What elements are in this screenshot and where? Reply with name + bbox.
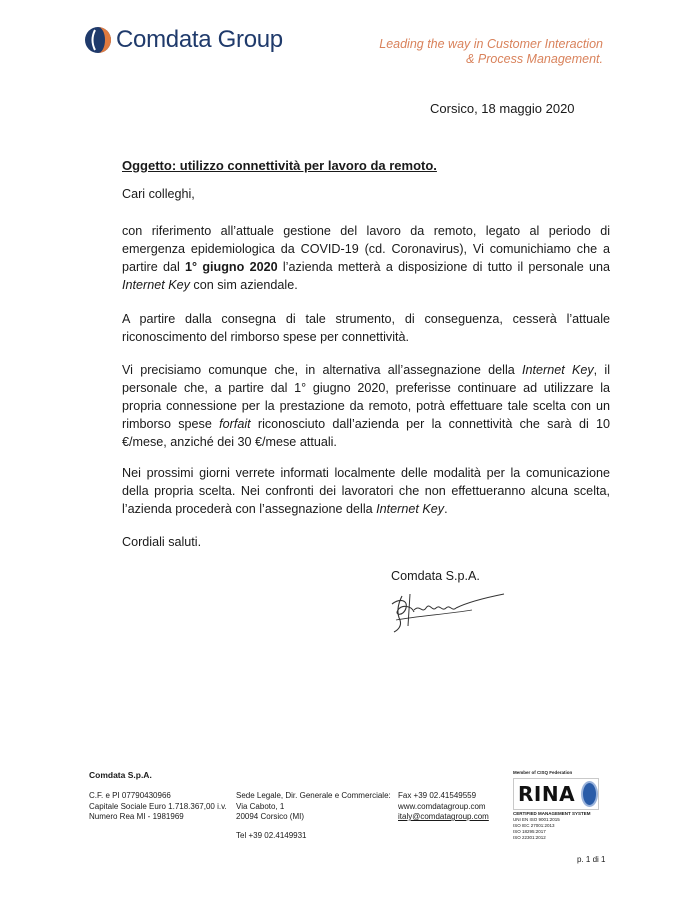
letter-closing: Cordiali saluti. bbox=[122, 535, 202, 549]
footer-col-address bbox=[236, 791, 391, 841]
letter-greeting: Cari colleghi, bbox=[122, 187, 195, 201]
p1-text-a: con riferimento all’attuale gestione del lavoro da remoto, legato al periodo di emergenza epidemiologica da COVID-19 (cd. Coronavirus), Vi comunichiamo che a partire dal bbox=[122, 224, 610, 274]
signatory-company: Comdata S.p.A. bbox=[391, 569, 480, 583]
paragraph-4 bbox=[122, 464, 610, 518]
p3-forfait: forfait bbox=[219, 417, 251, 431]
p1-text-b: l’azienda metterà a disposizione di tutto il personale una bbox=[277, 260, 610, 274]
footer-capital: Capitale Sociale Euro 1.718.367,00 i.v. bbox=[89, 801, 227, 811]
p1-internet-key: Internet Key bbox=[122, 278, 190, 292]
logo-text: Comdata Group bbox=[116, 26, 283, 53]
footer-vat: C.F. e PI 07790430966 bbox=[89, 791, 171, 800]
footer-headquarters: Sede Legale, Dir. Generale e Commerciale: bbox=[236, 791, 391, 800]
tagline-line-1: Leading the way in Customer Interaction bbox=[379, 37, 603, 51]
letter-date: Corsico, 18 maggio 2020 bbox=[430, 101, 575, 116]
paragraph-3 bbox=[122, 361, 610, 451]
p2-text: A partire dalla consegna di tale strumento, di conseguenza, cesserà l’attuale riconoscimento del rimborso spese per connettività. bbox=[122, 312, 610, 344]
p3-internet-key: Internet Key bbox=[522, 363, 594, 377]
tagline-line-2: & Process Management. bbox=[466, 52, 603, 66]
p3-text-a: Vi precisiamo comunque che, in alternativa all’assegnazione della bbox=[122, 363, 523, 377]
footer-company-name: Comdata S.p.A. bbox=[89, 770, 152, 780]
cert-standard: ISO 22301:2012 bbox=[513, 835, 546, 840]
comdata-swirl-icon bbox=[84, 26, 112, 54]
p1-text-c: con sim aziendale. bbox=[189, 278, 298, 292]
cert-system-label: CERTIFIED MANAGEMENT SYSTEM bbox=[513, 811, 591, 816]
cert-standard: UNI EN ISO 9001:2015 bbox=[513, 817, 560, 822]
cert-standard: ISO 18295:2017 bbox=[513, 829, 546, 834]
cert-member-text: Member of CISQ Federation bbox=[513, 770, 573, 775]
footer-phone: Tel +39 02.4149931 bbox=[236, 830, 307, 840]
page-number: p. 1 di 1 bbox=[577, 855, 606, 864]
p4-text-a: Nei prossimi giorni verrete informati localmente delle modalità per la comunicazione della propria scelta. Nei confronti dei lavoratori che non effettueranno alcuna scelta, l’azienda procederà con l’assegnazione della bbox=[122, 466, 610, 516]
cert-logo-box bbox=[513, 778, 599, 810]
footer-city: 20094 Corsico (MI) bbox=[236, 812, 305, 821]
footer-fax: Fax +39 02.41549559 bbox=[398, 791, 477, 800]
footer-rea: Numero Rea MI - 1981969 bbox=[89, 812, 184, 821]
letter-subject: Oggetto: utilizzo connettività per lavoro da remoto. bbox=[122, 158, 437, 173]
handwritten-signature bbox=[388, 586, 508, 634]
company-logo bbox=[84, 26, 283, 54]
cert-standard: ISO IEC 27001:2013 bbox=[513, 823, 555, 828]
paragraph-1 bbox=[122, 222, 610, 294]
p1-date-bold: 1° giugno 2020 bbox=[185, 260, 278, 274]
footer-col-contacts bbox=[398, 791, 489, 823]
p4-text-b: . bbox=[444, 502, 448, 516]
footer-website-link[interactable]: www.comdatagroup.com bbox=[398, 801, 486, 811]
footer-street: Via Caboto, 1 bbox=[236, 801, 285, 811]
iqnet-seal-icon bbox=[581, 781, 598, 807]
p4-internet-key: Internet Key bbox=[376, 502, 445, 516]
paragraph-2 bbox=[122, 310, 610, 346]
certification-badge bbox=[513, 770, 599, 841]
footer-col-fiscal bbox=[89, 791, 227, 823]
footer-email-link[interactable]: italy@comdatagroup.com bbox=[398, 812, 489, 821]
company-tagline bbox=[379, 37, 603, 67]
p3-text-c: riconosciuto dall’azienda per la connettività che sarà di 10 €/mese, anziché dei 30 €/mese attuali. bbox=[122, 417, 611, 449]
cert-standards-list bbox=[513, 817, 599, 841]
p3-text-b: , il personale che, a partire dal 1° giugno 2020, preferisse continuare ad utilizzare la propria connessione per la prestazione da remoto, potrà effettuare tale scelta con un rimborso spese bbox=[122, 363, 611, 431]
rina-logo: RINA bbox=[518, 782, 576, 806]
